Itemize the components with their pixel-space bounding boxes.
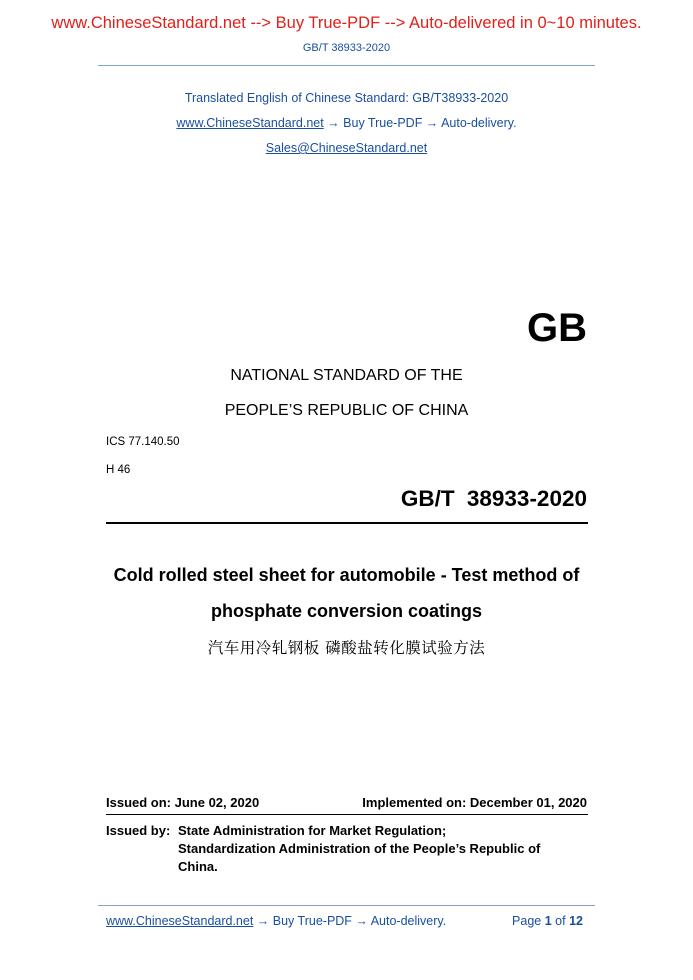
page-current: 1 [544,914,552,928]
ics-code: ICS 77.140.50 [106,436,180,448]
ccs-code: H 46 [106,464,131,476]
header-standard-code: GB/T 38933-2020 [302,42,391,54]
issued-by-line2: Standardization Administration of the People’s Republic of [178,841,541,856]
footer-site-link[interactable]: www.ChineseStandard.net [106,914,254,928]
email-link[interactable]: Sales@ChineseStandard.net [265,141,428,155]
issued-by-label: Issued by: [106,823,171,838]
translation-links [0,116,693,130]
standard-divider [106,522,588,524]
national-standard-line2: PEOPLE’S REPUBLIC OF CHINA [224,402,469,419]
translation-note: Translated English of Chinese Standard: GB/T38933-2020 [184,91,509,105]
title-cn: 汽车用冷轧钢板 磷酸盐转化膜试验方法 [207,639,486,657]
footer-links [106,914,446,928]
delivery-text: → Buy True-PDF → Auto-delivery. [323,116,517,130]
implemented-on: Implemented on: December 01, 2020 [362,795,587,810]
email-line [0,141,693,155]
issued-by-line3: China. [178,859,218,874]
title-en-line2: phosphate conversion coatings [210,601,483,621]
header-divider [98,65,595,66]
issue-divider [106,814,588,815]
site-link[interactable]: www.ChineseStandard.net [176,116,324,130]
page-total: 12 [569,914,583,928]
footer-divider [98,905,595,906]
national-standard-line1: NATIONAL STANDARD OF THE [230,367,463,384]
issued-on: Issued on: June 02, 2020 [106,795,260,810]
footer-delivery-text: → Buy True-PDF → Auto-delivery. [253,914,447,928]
top-banner: www.ChineseStandard.net --> Buy True-PDF --> Auto-delivered in 0~10 minutes. [51,14,642,32]
standard-number: GB/T 38933-2020 [400,486,587,511]
title-en-line1: Cold rolled steel sheet for automobile - Test method of [113,565,580,585]
issued-by-line1: State Administration for Market Regulation; [178,823,447,838]
page-of: of [555,914,566,928]
gb-mark: GB [527,306,587,350]
page-label: Page [512,914,542,928]
page-indicator [512,914,583,928]
